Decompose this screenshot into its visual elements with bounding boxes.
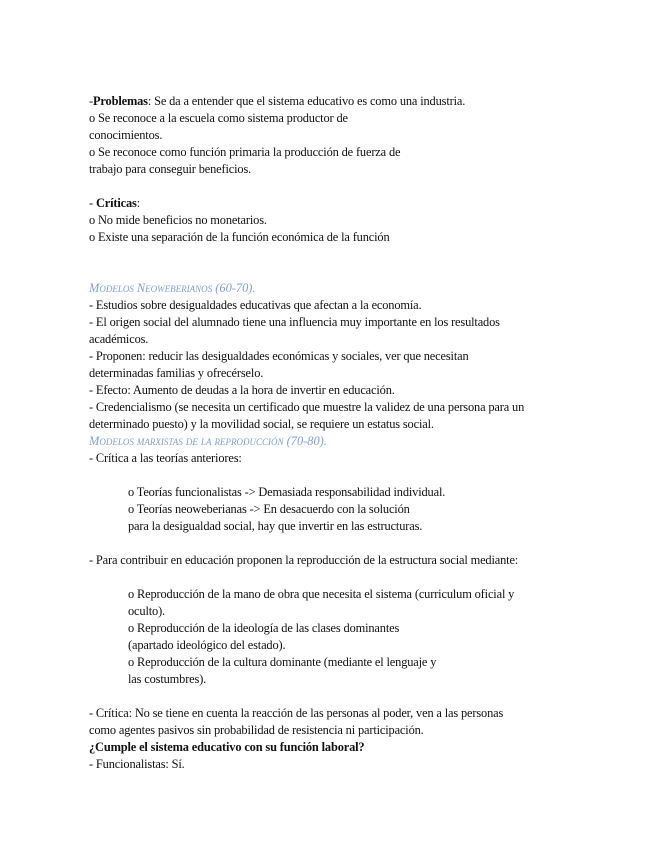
reproduccion-item: (apartado ideológico del estado). (128, 638, 286, 652)
teoria-item: o Teorías neoweberianas -> En desacuerdo con la solución (128, 502, 410, 516)
criticas-prefix: - (89, 196, 96, 210)
problemas-item: o Se reconoce como función primaria la producción de fuerza de (89, 145, 401, 159)
reproduccion-item: o Reproducción de la cultura dominante (mediante el lenguaje y (128, 655, 437, 669)
neoweberianos-line: - Efecto: Aumento de deudas a la hora de invertir en educación. (89, 383, 395, 397)
criticas-line (89, 195, 140, 211)
contribuir-line: - Para contribuir en educación proponen la reproducción de la estructura social mediante: (89, 553, 519, 567)
critica-line: - Crítica: No se tiene en cuenta la reacción de las personas al poder, ven a las personas (89, 706, 504, 720)
reproduccion-item: las costumbres). (128, 672, 207, 686)
criticas-label: Críticas (95, 196, 137, 210)
neoweberianos-line: - Estudios sobre desigualdades educativas que afectan a la economía. (89, 298, 422, 312)
problemas-item: trabajo para conseguir beneficios. (89, 162, 252, 176)
teoria-item: para la desigualdad social, hay que invertir en las estructuras. (128, 519, 423, 533)
problemas-text: : Se da a entender que el sistema educativo es como una industria. (147, 94, 466, 108)
neoweberianos-line: determinadas familias y ofrecérselo. (89, 366, 264, 380)
neoweberianos-line: - Credencialismo (se necesita un certificado que muestre la validez de una persona para un (89, 400, 525, 414)
criticas-item: o No mide beneficios no monetarios. (89, 213, 267, 227)
criticas-suffix: : (136, 196, 141, 210)
problemas-label: Problemas (92, 94, 148, 108)
marxistas-heading: Modelos marxistas de la reproducción (70-80). (89, 434, 327, 448)
question-line: ¿Cumple el sistema educativo con su función laboral? (89, 740, 365, 754)
neoweberianos-line: - Proponen: reducir las desigualdades económicas y sociales, ver que necesitan (89, 349, 469, 363)
reproduccion-item: oculto). (128, 604, 165, 618)
neoweberianos-line: determinado puesto) y la movilidad social, se requiere un estatus social. (89, 417, 434, 431)
teoria-item: o Teorías funcionalistas -> Demasiada responsabilidad individual. (128, 485, 446, 499)
reproduccion-item: o Reproducción de la ideología de las clases dominantes (128, 621, 400, 635)
problemas-item: conocimientos. (89, 128, 163, 142)
neoweberianos-line: - El origen social del alumnado tiene una influencia muy importante en los resultados (89, 315, 500, 329)
problemas-line (89, 93, 465, 109)
neoweberianos-heading: Modelos Neoweberianos (60-70). (89, 281, 256, 295)
critica-line: como agentes pasivos sin probabilidad de resistencia ni participación. (89, 723, 424, 737)
problemas-item: o Se reconoce a la escuela como sistema productor de (89, 111, 348, 125)
problemas-prefix: - (89, 94, 93, 108)
critica-intro: - Crítica a las teorías anteriores: (89, 451, 242, 465)
reproduccion-item: o Reproducción de la mano de obra que necesita el sistema (curriculum oficial y (128, 587, 515, 601)
criticas-item: o Existe una separación de la función económica de la función (89, 230, 390, 244)
answer-line: - Funcionalistas: Sí. (89, 757, 185, 771)
neoweberianos-line: académicos. (89, 332, 149, 346)
